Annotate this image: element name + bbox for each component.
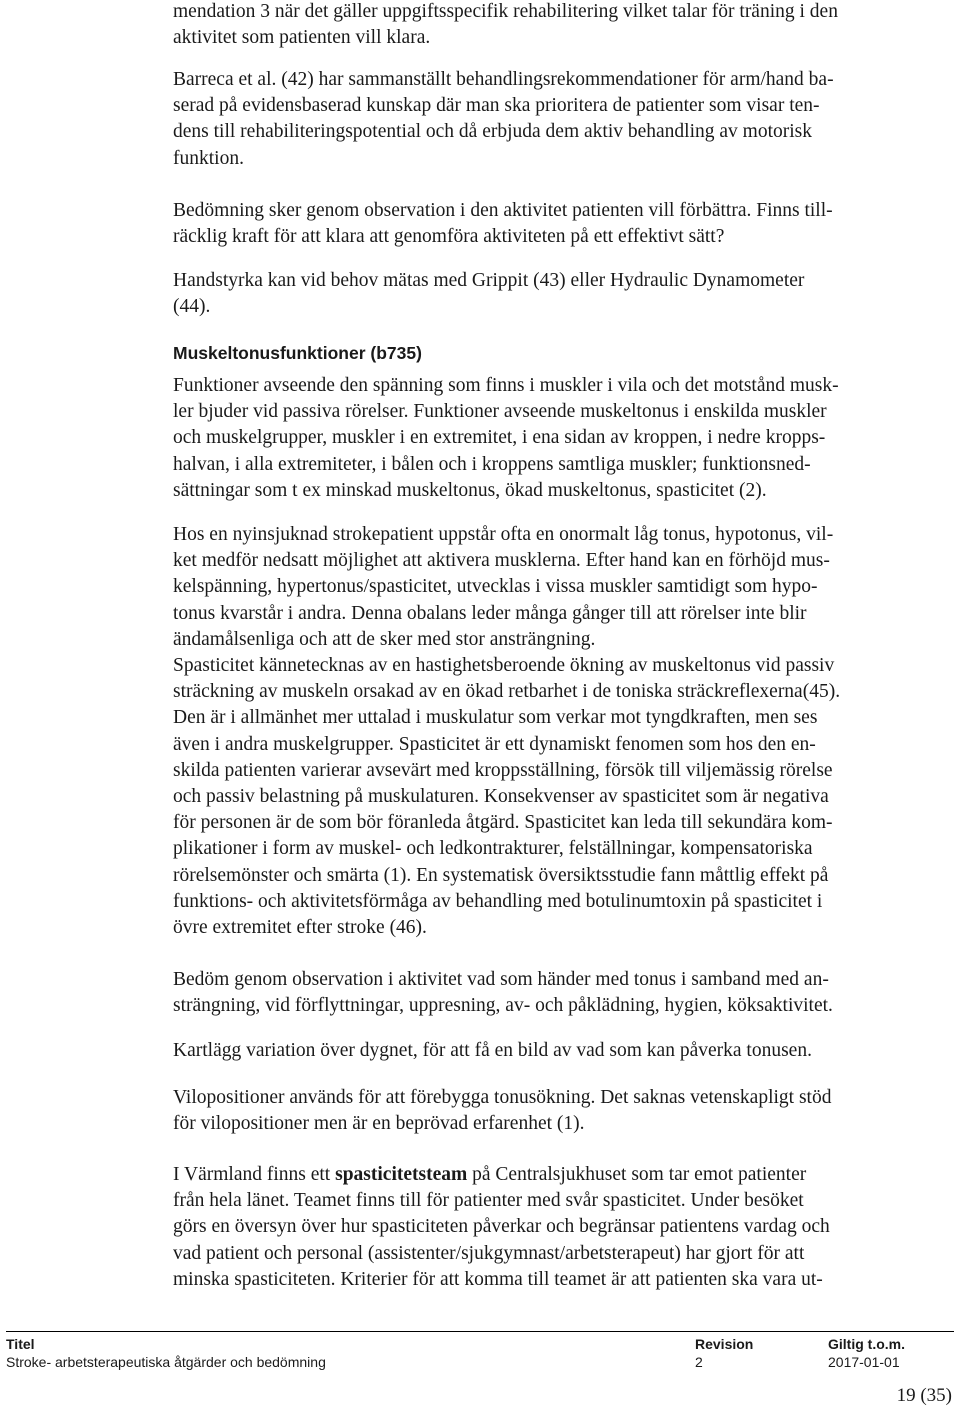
paragraph-1: mendation 3 när det gäller uppgiftsspecifik rehabilitering vilket talar för träning i den aktivitet som patienten vill klara. <box>173 1 838 49</box>
footer-title-label: Titel <box>6 1336 35 1352</box>
paragraph-2: Barreca et al. (42) har sammanställt behandlingsrekommendationer för arm/hand ba- serad på evidensbaserad kunskap där man ska prioritera de patienter som visar ten- dens till rehabiliteringspotential och då erbjuda dem aktiv behandling av motorisk funktion. <box>173 69 834 169</box>
footer-revision-label: Revision <box>695 1336 754 1352</box>
section-heading: Muskeltonusfunktioner (b735) <box>173 343 422 363</box>
page-footer <box>6 1331 954 1376</box>
paragraph-9: Vilopositioner används för att förebygga tonusökning. Det saknas vetenskapligt stöd för vilopositioner men är en beprövad erfarenhet (1). <box>173 1087 832 1135</box>
paragraph-3: Bedömning sker genom observation i den aktivitet patienten vill förbättra. Finns till- räcklig kraft för att klara att genomföra aktiviteten på ett effektivt sätt? <box>173 200 833 248</box>
footer-revision-value: 2 <box>695 1354 703 1370</box>
footer-title-value: Stroke- arbetsterapeutiska åtgärder och bedömning <box>6 1354 326 1370</box>
paragraph-10: I Värmland finns ett spasticitetsteam på Centralsjukhuset som tar emot patienter från hela länet. Teamet finns till för patienter med svår spasticitet. Under besöket görs en översyn över hur spasticiteten påverkar och begränsar patientens vardag och vad patient och personal (assistenter/sjukgymnast/arbetsterapeut) har gjort för att minska spasticiteten. Kriterier för att komma till teamet är att patienten ska vara ut- <box>173 1164 830 1290</box>
paragraph-6: Hos en nyinsjuknad strokepatient uppstår ofta en onormalt låg tonus, hypotonus, vil- ket medför nedsatt möjlighet att aktivera musklerna. Efter hand kan en förhöjd mus- kelspänning, hypertonus/spasticitet, utvecklas i vissa muskler samtidigt som hypo- tonus kvarstår i andra. Denna obalans leder många gånger till att rörelser inte blir ändamålsenliga och att de sker med stor ansträngning. Spasticitet kännetecknas av en hastighetsberoende ökning av muskeltonus vid passiv sträckning av muskeln orsakad av en ökad retbarhet i de toniska sträckreflexerna(45). Den är i allmänhet mer uttalad i muskulatur som verkar mot tyngdkraften, men ses även i andra muskelgrupper. Spasticitet är ett dynamiskt fenomen som hos den en- skilda patienten varierar avsevärt med kroppsställning, försök till viljemässig rörelse och passiv belastning på muskulaturen. Konsekvenser av spasticitet som är negativa för personen är de som bör föranleda åtgärd. Spasticitet kan leda till sekundära kom- plikationer i form av muskel- och ledkontrakturer, felställningar, kompensatoriska rörelsemönster och smärta (1). En systematisk översiktsstudie fann måttlig effekt på funktions- och aktivitetsförmåga av behandling med botulinumtoxin på spasticitet i övre extremitet efter stroke (46). <box>173 524 841 939</box>
paragraph-8: Kartlägg variation över dygnet, för att få en bild av vad som kan påverka tonusen. <box>173 1040 812 1061</box>
paragraph-7: Bedöm genom observation i aktivitet vad som händer med tonus i samband med an- strängning, vid förflyttningar, uppresning, av- och påklädning, hygien, köksaktivitet. <box>173 969 833 1017</box>
footer-valid-value: 2017-01-01 <box>828 1354 900 1370</box>
footer-valid-label: Giltig t.o.m. <box>828 1336 905 1352</box>
paragraph-4: Handstyrka kan vid behov mätas med Grippit (43) eller Hydraulic Dynamometer (44). <box>173 270 805 318</box>
page-number: 19 (35) <box>896 1385 952 1406</box>
spasticitetsteam-bold: spasticitetsteam <box>335 1164 468 1185</box>
paragraph-5: Funktioner avseende den spänning som finns i muskler i vila och det motstånd musk- ler bjuder vid passiva rörelser. Funktioner avseende muskeltonus i enskilda muskler och muskelgrupper, muskler i en extremitet, i ena sidan av kroppen, i nedre kropps- halvan, i alla extremiteter, i bålen och i kroppens samtliga muskler; funktionsned- sättningar som t ex minskad muskeltonus, ökad muskeltonus, spasticitet (2). <box>173 375 839 501</box>
